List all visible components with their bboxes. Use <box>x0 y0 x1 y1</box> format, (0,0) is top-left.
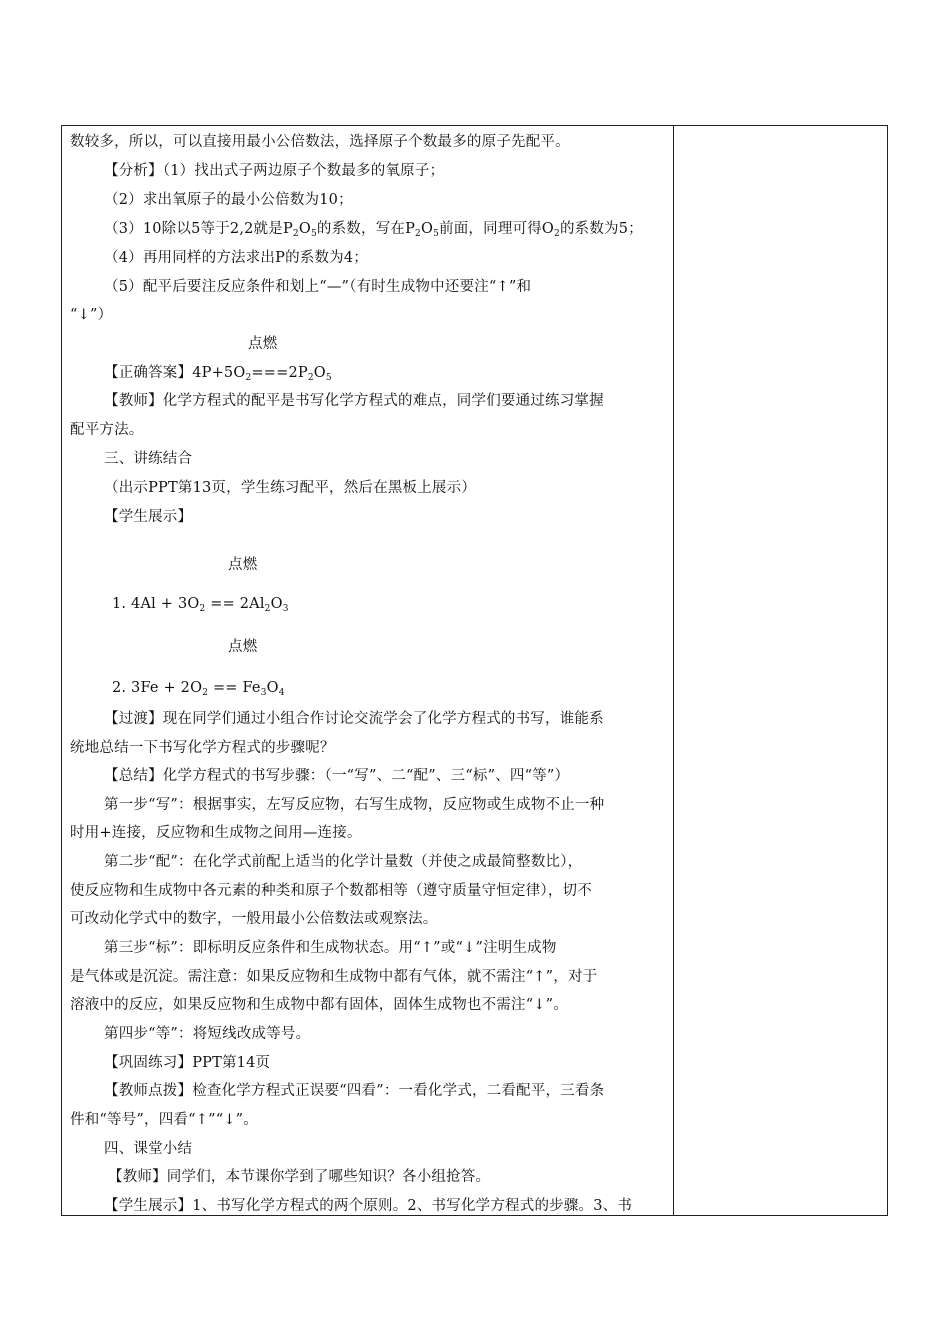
text-line: 第一步“写”：根据事实，左写反应物，右写生成物，反应物或生成物不止一种 <box>104 797 605 813</box>
text-line: 时用+连接，反应物和生成物之间用—连接。 <box>70 825 362 841</box>
equation-line: 1. $4Al + 3O_2 == 2Al_2O_3$ <box>112 596 289 614</box>
reaction-condition: 点燃 <box>248 336 278 352</box>
text-line: 可改动化学式中的数字，一般用最小公倍数法或观察法。 <box>70 911 438 927</box>
answer-line: 【正确答案】$4P+5O_2===2P_2O_5$ <box>104 365 332 383</box>
column-divider <box>673 125 674 1216</box>
text-line: 配平方法。 <box>70 422 144 438</box>
text-line: 【教师】化学方程式的配平是书写化学方程式的难点，同学们要通过练习掌握 <box>104 393 604 409</box>
text-line: 第二步“配”：在化学式前配上适当的化学计量数（并使之成最简整数比）， <box>104 854 583 870</box>
reaction-condition: 点燃 <box>228 557 258 573</box>
text-line: 件和“等号”，四看“↑”“↓”。 <box>70 1112 258 1128</box>
text-line: “↓”） <box>70 307 113 323</box>
text-line: 【分析】（1）找出式子两边原子个数最多的氧原子； <box>104 163 445 179</box>
text-line: 数较多，所以，可以直接用最小公倍数法，选择原子个数最多的原子先配平。 <box>70 134 570 150</box>
text-line: （出示PPT第13页，学生练习配平，然后在黑板上展示） <box>104 480 477 496</box>
reaction-condition: 点燃 <box>228 639 258 655</box>
text-line: （4）再用同样的方法求出P的系数为4； <box>104 250 369 266</box>
section-heading: 四、课堂小结 <box>104 1141 193 1157</box>
text-line: 【学生展示】 <box>104 509 193 525</box>
text-line: 【教师】同学们，本节课你学到了哪些知识？各小组抢答。 <box>108 1169 491 1185</box>
section-heading: 三、讲练结合 <box>104 451 193 467</box>
text-line: 【总结】化学方程式的书写步骤：（一“写”、二“配”、三“标”、四“等”） <box>104 768 570 784</box>
text-line: （5）配平后要注反应条件和划上“—”（有时生成物中还要注“↑”和 <box>104 279 532 295</box>
text-line: （2）求出氧原子的最小公倍数为10； <box>104 192 353 208</box>
text-line: （3）10除以5等于2,2就是$P_2O_5$的系数，写在$P_2O_5$前面，同理可得$O_2$的系数为5； <box>104 221 643 239</box>
text-line: 【学生展示】1、书写化学方程式的两个原则。2、书写化学方程式的步骤。3、书 <box>104 1198 633 1214</box>
text-line: 第四步“等”：将短线改成等号。 <box>104 1026 311 1042</box>
text-line: 使反应物和生成物中各元素的种类和原子个数都相等（遵守质量守恒定律），切不 <box>70 883 592 899</box>
equation-line: 2. $3Fe + 2O_2 == Fe_3O_4$ <box>112 680 285 698</box>
text-line: 第三步“标”：即标明反应条件和生成物状态。用“↑”或“↓”注明生成物 <box>104 940 557 956</box>
text-line: 【教师点拨】检查化学方程式正误要“四看”：一看化学式，二看配平，三看条 <box>104 1083 605 1099</box>
text-line: 【过渡】现在同学们通过小组合作讨论交流学会了化学方程式的书写，谁能系 <box>104 711 604 727</box>
text-line: 溶液中的反应，如果反应物和生成物中都有固体，固体生成物也不需注“↓”。 <box>70 997 568 1013</box>
text-line: 【巩固练习】PPT第14页 <box>104 1055 271 1071</box>
text-line: 统地总结一下书写化学方程式的步骤呢？ <box>70 740 335 756</box>
text-line: 是气体或是沉淀。需注意：如果反应物和生成物中都有气体，就不需注“↑”，对于 <box>70 969 598 985</box>
